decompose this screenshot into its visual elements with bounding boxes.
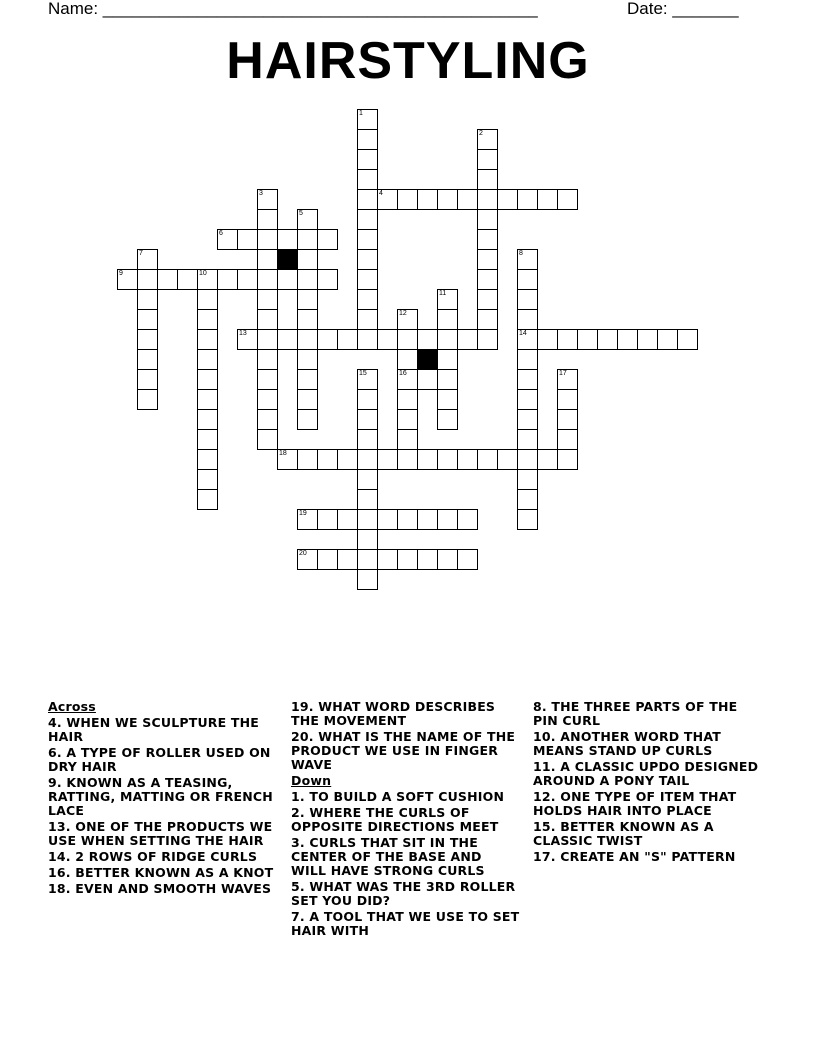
grid-cell[interactable]	[177, 269, 198, 290]
grid-cell[interactable]	[197, 449, 218, 470]
grid-cell[interactable]	[257, 389, 278, 410]
clue: 10. ANOTHER WORD THAT MEANS STAND UP CURLS	[533, 729, 721, 758]
grid-cell[interactable]	[297, 369, 318, 390]
grid-cell[interactable]	[297, 449, 318, 470]
grid-cell[interactable]	[217, 269, 238, 290]
grid-cell[interactable]	[477, 449, 498, 470]
grid-cell[interactable]	[557, 369, 578, 390]
grid-cell[interactable]	[377, 449, 398, 470]
grid-cell[interactable]	[357, 309, 378, 330]
grid-cell[interactable]	[517, 469, 538, 490]
grid-cell[interactable]	[317, 229, 338, 250]
grid-cell[interactable]	[537, 329, 558, 350]
grid-cell[interactable]	[417, 189, 438, 210]
grid-cell[interactable]	[297, 409, 318, 430]
grid-cell[interactable]	[257, 409, 278, 430]
grid-cell[interactable]	[197, 329, 218, 350]
grid-cell[interactable]	[137, 309, 158, 330]
grid-cell[interactable]	[517, 449, 538, 470]
grid-cell[interactable]	[257, 289, 278, 310]
grid-cell[interactable]	[357, 469, 378, 490]
grid-cell[interactable]	[477, 149, 498, 170]
grid-cell[interactable]	[517, 509, 538, 530]
grid-cell[interactable]	[197, 389, 218, 410]
grid-cell[interactable]	[397, 309, 418, 330]
grid-cell[interactable]	[397, 409, 418, 430]
grid-cell[interactable]	[437, 329, 458, 350]
grid-cell[interactable]	[557, 429, 578, 450]
grid-cell[interactable]	[277, 329, 298, 350]
grid-cell[interactable]	[537, 189, 558, 210]
grid-cell[interactable]	[517, 329, 538, 350]
clue-number: 5	[299, 210, 303, 217]
grid-cell[interactable]	[557, 449, 578, 470]
grid-cell[interactable]	[517, 489, 538, 510]
grid-cell[interactable]	[277, 449, 298, 470]
grid-cell[interactable]	[357, 109, 378, 130]
grid-cell[interactable]	[517, 409, 538, 430]
grid-cell[interactable]	[257, 189, 278, 210]
grid-cell[interactable]	[397, 429, 418, 450]
clue: 12. ONE TYPE OF ITEM THAT HOLDS HAIR INTO PLACE	[533, 789, 737, 818]
grid-cell[interactable]	[517, 389, 538, 410]
clues-column-2	[291, 700, 521, 940]
clues-column-1	[48, 700, 278, 898]
clue-number: 11	[439, 290, 447, 297]
grid-cell[interactable]	[257, 369, 278, 390]
grid-cell[interactable]	[197, 429, 218, 450]
grid-cell[interactable]	[437, 309, 458, 330]
grid-cell[interactable]	[677, 329, 698, 350]
clue: 8. THE THREE PARTS OF THE PIN CURL	[533, 699, 738, 728]
grid-cell[interactable]	[337, 509, 358, 530]
grid-cell[interactable]	[317, 269, 338, 290]
grid-cell[interactable]	[317, 449, 338, 470]
grid-cell[interactable]	[557, 189, 578, 210]
grid-cell[interactable]	[577, 329, 598, 350]
grid-cell[interactable]	[357, 289, 378, 310]
grid-cell[interactable]	[337, 449, 358, 470]
grid-cell[interactable]	[437, 549, 458, 570]
clue-number: 7	[139, 250, 143, 257]
grid-cell[interactable]	[137, 249, 158, 270]
grid-cell[interactable]	[237, 229, 258, 250]
grid-cell[interactable]	[337, 329, 358, 350]
grid-cell[interactable]	[457, 189, 478, 210]
grid-cell[interactable]	[357, 129, 378, 150]
grid-cell[interactable]	[397, 369, 418, 390]
grid-cell[interactable]	[317, 509, 338, 530]
grid-cell[interactable]	[257, 349, 278, 370]
grid-cell[interactable]	[197, 289, 218, 310]
clue: 17. CREATE AN "S" PATTERN	[533, 849, 736, 864]
clue: 1. TO BUILD A SOFT CUSHION	[291, 789, 505, 804]
grid-cell[interactable]	[437, 369, 458, 390]
grid-cell[interactable]	[297, 329, 318, 350]
grid-cell[interactable]	[137, 369, 158, 390]
grid-cell[interactable]	[417, 549, 438, 570]
grid-cell[interactable]	[477, 229, 498, 250]
grid-cell[interactable]	[357, 249, 378, 270]
grid-cell[interactable]	[397, 449, 418, 470]
grid-cell[interactable]	[377, 329, 398, 350]
grid-cell[interactable]	[197, 409, 218, 430]
grid-cell[interactable]	[297, 349, 318, 370]
clue: 4. WHEN WE SCULPTURE THE HAIR	[48, 715, 260, 744]
clue-number: 20	[299, 550, 307, 557]
grid-cell[interactable]	[357, 369, 378, 390]
grid-cell[interactable]	[477, 309, 498, 330]
clue: 16. BETTER KNOWN AS A KNOT	[48, 865, 274, 880]
grid-cell[interactable]	[257, 229, 278, 250]
grid-cell[interactable]	[517, 269, 538, 290]
grid-cell[interactable]	[397, 549, 418, 570]
grid-cell[interactable]	[477, 169, 498, 190]
grid-cell[interactable]	[437, 289, 458, 310]
grid-cell[interactable]	[617, 329, 638, 350]
grid-cell[interactable]	[417, 329, 438, 350]
grid-cell[interactable]	[397, 389, 418, 410]
grid-cell[interactable]	[197, 469, 218, 490]
grid-cell[interactable]	[257, 429, 278, 450]
grid-cell[interactable]	[357, 549, 378, 570]
clue-number: 12	[399, 310, 407, 317]
clue: 11. A CLASSIC UPDO DESIGNED AROUND A PONY TAIL	[533, 759, 759, 788]
grid-cell[interactable]	[557, 409, 578, 430]
black-square	[417, 349, 438, 370]
grid-cell[interactable]	[417, 369, 438, 390]
name-field[interactable]: Name: ______________________________________________	[48, 0, 538, 18]
grid-cell[interactable]	[517, 429, 538, 450]
grid-cell[interactable]	[477, 189, 498, 210]
grid-cell[interactable]	[437, 449, 458, 470]
clue-number: 14	[519, 330, 527, 337]
grid-cell[interactable]	[437, 349, 458, 370]
clue-number: 4	[379, 190, 383, 197]
grid-cell[interactable]	[517, 249, 538, 270]
clue-number: 3	[259, 190, 263, 197]
grid-cell[interactable]	[357, 389, 378, 410]
clue: 5. WHAT WAS THE 3RD ROLLER SET YOU DID?	[291, 879, 516, 908]
clue: 14. 2 ROWS OF RIDGE CURLS	[48, 849, 258, 864]
grid-cell[interactable]	[197, 489, 218, 510]
grid-cell[interactable]	[397, 189, 418, 210]
grid-cell[interactable]	[197, 349, 218, 370]
grid-cell[interactable]	[157, 269, 178, 290]
grid-cell[interactable]	[357, 329, 378, 350]
clues-column-3	[533, 700, 763, 866]
grid-cell[interactable]	[197, 309, 218, 330]
grid-cell[interactable]	[517, 189, 538, 210]
clue: 6. A TYPE OF ROLLER USED ON DRY HAIR	[48, 745, 271, 774]
grid-cell[interactable]	[657, 329, 678, 350]
grid-cell[interactable]	[357, 429, 378, 450]
grid-cell[interactable]	[477, 209, 498, 230]
grid-cell[interactable]	[337, 549, 358, 570]
grid-cell[interactable]	[197, 369, 218, 390]
grid-cell[interactable]	[237, 269, 258, 290]
grid-cell[interactable]	[537, 449, 558, 470]
grid-cell[interactable]	[137, 269, 158, 290]
clue: 18. EVEN AND SMOOTH WAVES	[48, 881, 272, 896]
grid-cell[interactable]	[417, 509, 438, 530]
grid-cell[interactable]	[437, 509, 458, 530]
grid-cell[interactable]	[357, 189, 378, 210]
grid-cell[interactable]	[517, 289, 538, 310]
clue-number: 8	[519, 250, 523, 257]
grid-cell[interactable]	[517, 369, 538, 390]
grid-cell[interactable]	[357, 169, 378, 190]
clue: 2. WHERE THE CURLS OF OPPOSITE DIRECTIONS MEET	[291, 805, 499, 834]
grid-cell[interactable]	[357, 409, 378, 430]
grid-cell[interactable]	[137, 329, 158, 350]
page-title: HAIRSTYLING	[226, 32, 590, 90]
clue: 7. A TOOL THAT WE USE TO SET HAIR WITH	[291, 909, 520, 938]
grid-cell[interactable]	[357, 569, 378, 590]
grid-cell[interactable]	[377, 189, 398, 210]
date-field[interactable]: Date: _______	[627, 0, 739, 18]
grid-cell[interactable]	[437, 189, 458, 210]
grid-cell[interactable]	[297, 389, 318, 410]
grid-cell[interactable]	[357, 229, 378, 250]
clue-number: 1	[359, 110, 363, 117]
clue-number: 19	[299, 510, 307, 517]
grid-cell[interactable]	[317, 549, 338, 570]
grid-cell[interactable]	[357, 529, 378, 550]
clue-number: 6	[219, 230, 223, 237]
grid-cell[interactable]	[477, 249, 498, 270]
down-heading: Down	[291, 773, 332, 788]
grid-cell[interactable]	[297, 229, 318, 250]
grid-cell[interactable]	[477, 329, 498, 350]
grid-cell[interactable]	[357, 149, 378, 170]
grid-cell[interactable]	[297, 549, 318, 570]
grid-cell[interactable]	[637, 329, 658, 350]
grid-cell[interactable]	[117, 269, 138, 290]
grid-cell[interactable]	[277, 229, 298, 250]
clue: 9. KNOWN AS A TEASING, RATTING, MATTING OR FRENCH LACE	[48, 775, 273, 818]
grid-cell[interactable]	[297, 249, 318, 270]
grid-cell[interactable]	[557, 329, 578, 350]
black-square	[277, 249, 298, 270]
grid-cell[interactable]	[357, 269, 378, 290]
grid-cell[interactable]	[137, 289, 158, 310]
grid-cell[interactable]	[477, 129, 498, 150]
grid-cell[interactable]	[397, 329, 418, 350]
clue-number: 10	[199, 270, 207, 277]
grid-cell[interactable]	[257, 329, 278, 350]
grid-cell[interactable]	[457, 509, 478, 530]
clue: 19. WHAT WORD DESCRIBES THE MOVEMENT	[291, 699, 496, 728]
grid-cell[interactable]	[257, 249, 278, 270]
grid-cell[interactable]	[277, 269, 298, 290]
clue: 3. CURLS THAT SIT IN THE CENTER OF THE BASE AND WILL HAVE STRONG CURLS	[291, 835, 485, 878]
grid-cell[interactable]	[497, 189, 518, 210]
grid-cell[interactable]	[257, 209, 278, 230]
grid-cell[interactable]	[257, 309, 278, 330]
grid-cell[interactable]	[237, 329, 258, 350]
grid-cell[interactable]	[477, 289, 498, 310]
grid-cell[interactable]	[477, 269, 498, 290]
grid-cell[interactable]	[457, 329, 478, 350]
grid-cell[interactable]	[557, 389, 578, 410]
grid-cell[interactable]	[317, 329, 338, 350]
grid-cell[interactable]	[457, 549, 478, 570]
clue-number: 18	[279, 450, 287, 457]
grid-cell[interactable]	[377, 549, 398, 570]
clue-number: 15	[359, 370, 367, 377]
grid-cell[interactable]	[357, 209, 378, 230]
clue: 20. WHAT IS THE NAME OF THE PRODUCT WE USE IN FINGER WAVE	[291, 729, 516, 772]
grid-cell[interactable]	[197, 269, 218, 290]
across-heading: Across	[48, 699, 96, 714]
clue-number: 16	[399, 370, 407, 377]
grid-cell[interactable]	[437, 409, 458, 430]
grid-cell[interactable]	[357, 449, 378, 470]
grid-cell[interactable]	[377, 509, 398, 530]
grid-cell[interactable]	[457, 449, 478, 470]
grid-cell[interactable]	[397, 509, 418, 530]
grid-cell[interactable]	[357, 489, 378, 510]
grid-cell[interactable]	[437, 389, 458, 410]
grid-cell[interactable]	[137, 349, 158, 370]
grid-cell[interactable]	[297, 269, 318, 290]
grid-cell[interactable]	[297, 509, 318, 530]
grid-cell[interactable]	[297, 289, 318, 310]
clue: 15. BETTER KNOWN AS A CLASSIC TWIST	[533, 819, 714, 848]
grid-cell[interactable]	[297, 309, 318, 330]
clue-number: 2	[479, 130, 483, 137]
grid-cell[interactable]	[217, 229, 238, 250]
grid-cell[interactable]	[257, 269, 278, 290]
grid-cell[interactable]	[517, 349, 538, 370]
clue-number: 9	[119, 270, 123, 277]
grid-cell[interactable]	[297, 209, 318, 230]
grid-cell[interactable]	[417, 449, 438, 470]
clue-number: 17	[559, 370, 567, 377]
grid-cell[interactable]	[137, 389, 158, 410]
grid-cell[interactable]	[597, 329, 618, 350]
clue: 13. ONE OF THE PRODUCTS WE USE WHEN SETTING THE HAIR	[48, 819, 273, 848]
grid-cell[interactable]	[397, 349, 418, 370]
grid-cell[interactable]	[497, 449, 518, 470]
clue-number: 13	[239, 330, 247, 337]
grid-cell[interactable]	[517, 309, 538, 330]
grid-cell[interactable]	[357, 509, 378, 530]
